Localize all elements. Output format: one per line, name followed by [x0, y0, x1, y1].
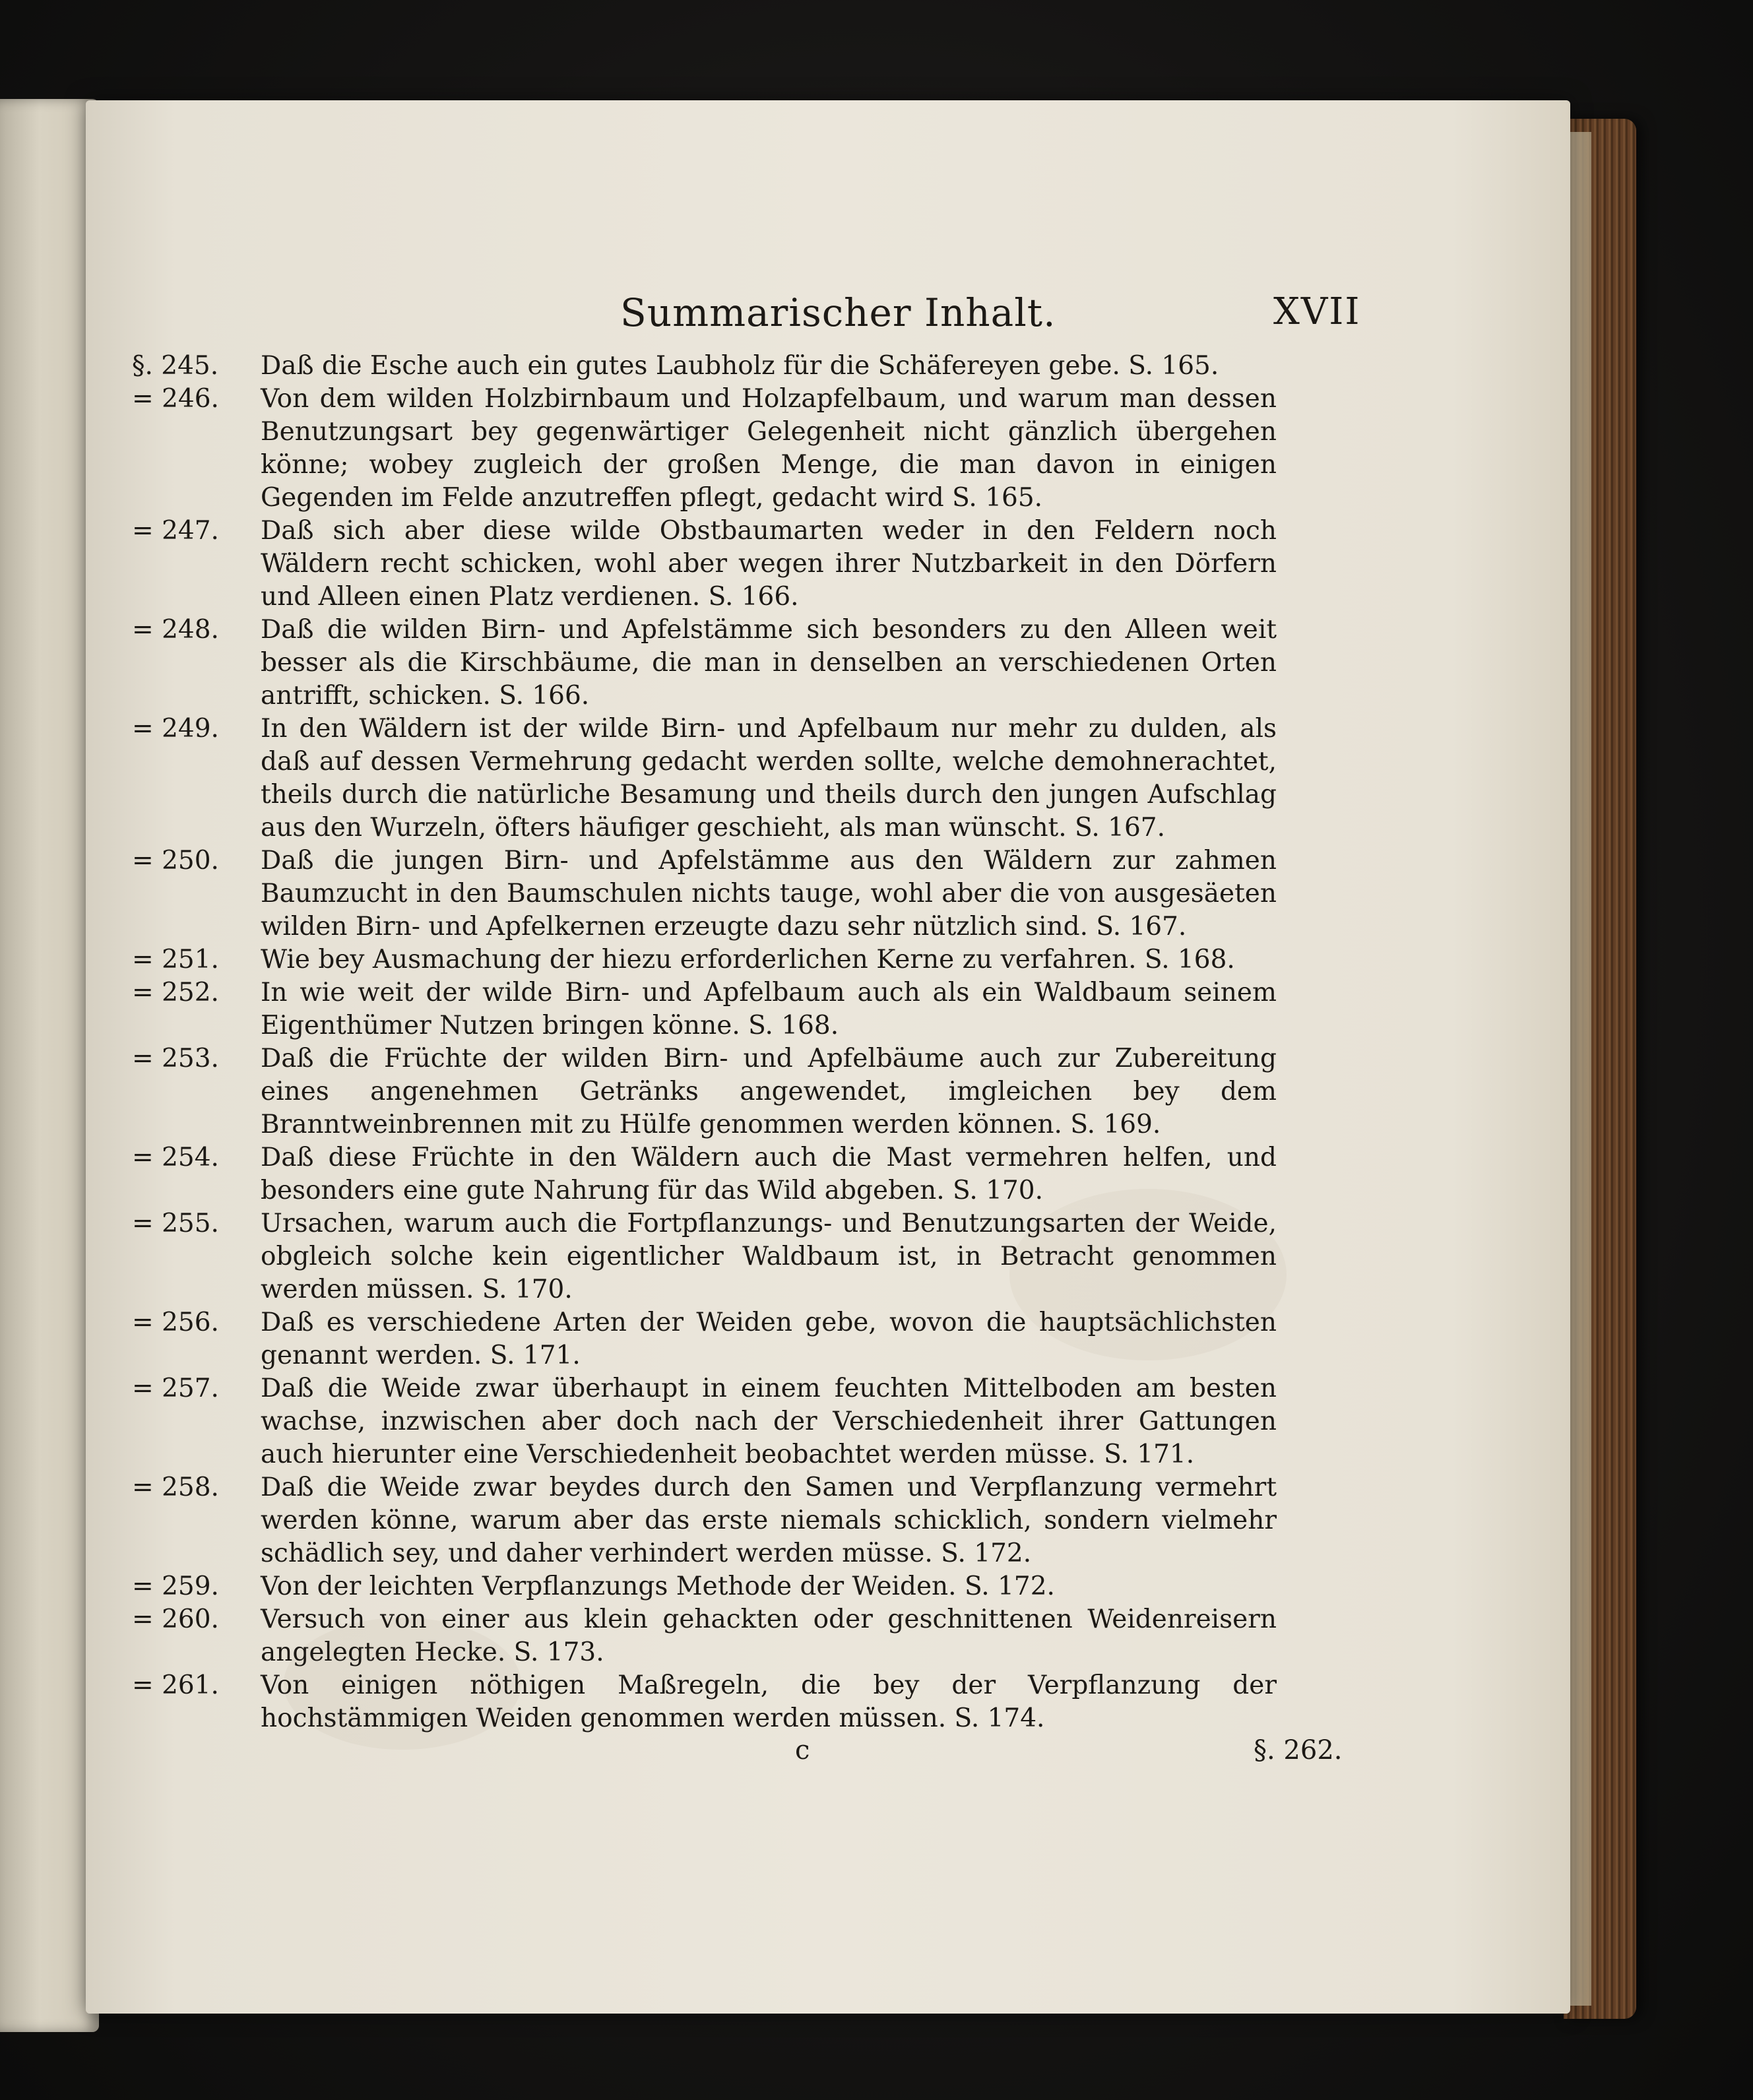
- page-title: Summarischer Inhalt.: [620, 290, 1056, 335]
- section-summary: Daß es verschiedene Arten der Weiden gebe, wovon die hauptsächlichsten genannt werden. S. 171.: [261, 1308, 1277, 1370]
- section-number: = 249.: [132, 714, 219, 744]
- catchword: §. 262.: [1254, 1735, 1343, 1766]
- section-summary: Daß die Esche auch ein gutes Laubholz für die Schäfereyen gebe. S. 165.: [261, 351, 1219, 381]
- table-of-contents: [132, 350, 1366, 1735]
- list-item: [132, 614, 1366, 713]
- section-summary: Ursachen, warum auch die Fortpflanzungs- und Benutzungsarten der Weide, obgleich solche kein eigentlicher Waldbaum ist, in Betracht genommen werden müssen. S. 170.: [261, 1209, 1277, 1304]
- section-summary: In wie weit der wilde Birn- und Apfelbaum auch als ein Waldbaum seinem Eigenthümer Nutzen bringen könne. S. 168.: [261, 978, 1277, 1040]
- list-item: [132, 1603, 1366, 1669]
- list-item: [132, 943, 1366, 976]
- section-number: = 261.: [132, 1670, 219, 1700]
- signature-mark: c: [795, 1735, 810, 1766]
- section-number: = 260.: [132, 1605, 219, 1634]
- section-number: = 251.: [132, 945, 219, 974]
- section-summary: In den Wäldern ist der wilde Birn- und Apfelbaum nur mehr zu dulden, als daß auf dessen Vermehrung gedacht werden sollte, welche demohnerachtet, theils durch die natürliche Besamung und theils durch den jungen Aufschlag aus den Wurzeln, öfters häufiger geschieht, als man wünscht. S. 167.: [261, 714, 1277, 843]
- section-number: = 259.: [132, 1572, 219, 1601]
- section-summary: Daß diese Früchte in den Wäldern auch die Mast vermehren helfen, und besonders eine gute Nahrung für das Wild abgeben. S. 170.: [261, 1143, 1277, 1205]
- list-item: [132, 844, 1366, 943]
- page-footer: [86, 1735, 1570, 1775]
- list-item: [132, 1570, 1366, 1603]
- running-header: [86, 290, 1570, 343]
- section-number: = 253.: [132, 1044, 219, 1073]
- section-number: §. 245.: [132, 351, 219, 381]
- list-item: [132, 383, 1366, 515]
- section-summary: Versuch von einer aus klein gehackten oder geschnittenen Weidenreisern angelegten Hecke. S. 173.: [261, 1605, 1277, 1667]
- section-summary: Von einigen nöthigen Maßregeln, die bey der Verpflanzung der hochstämmigen Weiden genommen werden müssen. S. 174.: [261, 1670, 1277, 1733]
- list-item: [132, 1207, 1366, 1306]
- list-item: [132, 976, 1366, 1042]
- previous-page-edge: [0, 99, 99, 2032]
- section-number: = 247.: [132, 516, 219, 546]
- list-item: [132, 350, 1366, 383]
- section-summary: Daß die Weide zwar überhaupt in einem feuchten Mittelboden am besten wachse, inzwischen aber doch nach der Verschiedenheit ihrer Gattungen auch hierunter eine Verschiedenheit beobachtet werden müsse. S. 171.: [261, 1374, 1277, 1469]
- section-summary: Von der leichten Verpflanzungs Methode der Weiden. S. 172.: [261, 1572, 1055, 1601]
- section-number: = 246.: [132, 384, 219, 414]
- section-summary: Daß die Weide zwar beydes durch den Samen und Verpflanzung vermehrt werden könne, warum aber das erste niemals schicklich, sondern vielmehr schädlich sey, und daher verhindert werden müsse. S. 172.: [261, 1473, 1277, 1568]
- section-number: = 248.: [132, 615, 219, 645]
- section-number: = 250.: [132, 846, 219, 875]
- list-item: [132, 1669, 1366, 1735]
- list-item: [132, 1306, 1366, 1372]
- list-item: [132, 1042, 1366, 1141]
- section-number: = 254.: [132, 1143, 219, 1172]
- section-summary: Daß sich aber diese wilde Obstbaumarten weder in den Feldern noch Wäldern recht schicken, wohl aber wegen ihrer Nutzbarkeit in den Dörfern und Alleen einen Platz verdienen. S. 166.: [261, 516, 1277, 612]
- section-number: = 258.: [132, 1473, 219, 1502]
- section-summary: Daß die jungen Birn- und Apfelstämme aus den Wäldern zur zahmen Baumzucht in den Baumschulen nichts tauge, wohl aber die von ausgesäeten wilden Birn- und Apfelkernen erzeugte dazu sehr nützlich sind. S. 167.: [261, 846, 1277, 941]
- list-item: [132, 1141, 1366, 1207]
- list-item: [132, 515, 1366, 614]
- section-summary: Wie bey Ausmachung der hiezu erforderlichen Kerne zu verfahren. S. 168.: [261, 945, 1235, 974]
- section-number: = 257.: [132, 1374, 219, 1403]
- section-summary: Von dem wilden Holzbirnbaum und Holzapfelbaum, und warum man dessen Benutzungsart bey gegenwärtiger Gelegenheit nicht gänzlich übergehen könne; wobey zugleich der großen Menge, die man davon in einigen Gegenden im Felde anzutreffen pflegt, gedacht wird S. 165.: [261, 384, 1277, 513]
- section-number: = 252.: [132, 978, 219, 1007]
- list-item: [132, 1372, 1366, 1471]
- section-summary: Daß die Früchte der wilden Birn- und Apfelbäume auch zur Zubereitung eines angenehmen Getränks angewendet, imgleichen bey dem Branntweinbrennen mit zu Hülfe genommen werden können. S. 169.: [261, 1044, 1277, 1139]
- page-folio: XVII: [1273, 290, 1361, 333]
- section-summary: Daß die wilden Birn- und Apfelstämme sich besonders zu den Alleen weit besser als die Kirschbäume, die man in denselben an verschiedenen Orten antrifft, schicken. S. 166.: [261, 615, 1277, 711]
- list-item: [132, 1471, 1366, 1570]
- section-number: = 255.: [132, 1209, 219, 1238]
- list-item: [132, 713, 1366, 844]
- section-number: = 256.: [132, 1308, 219, 1337]
